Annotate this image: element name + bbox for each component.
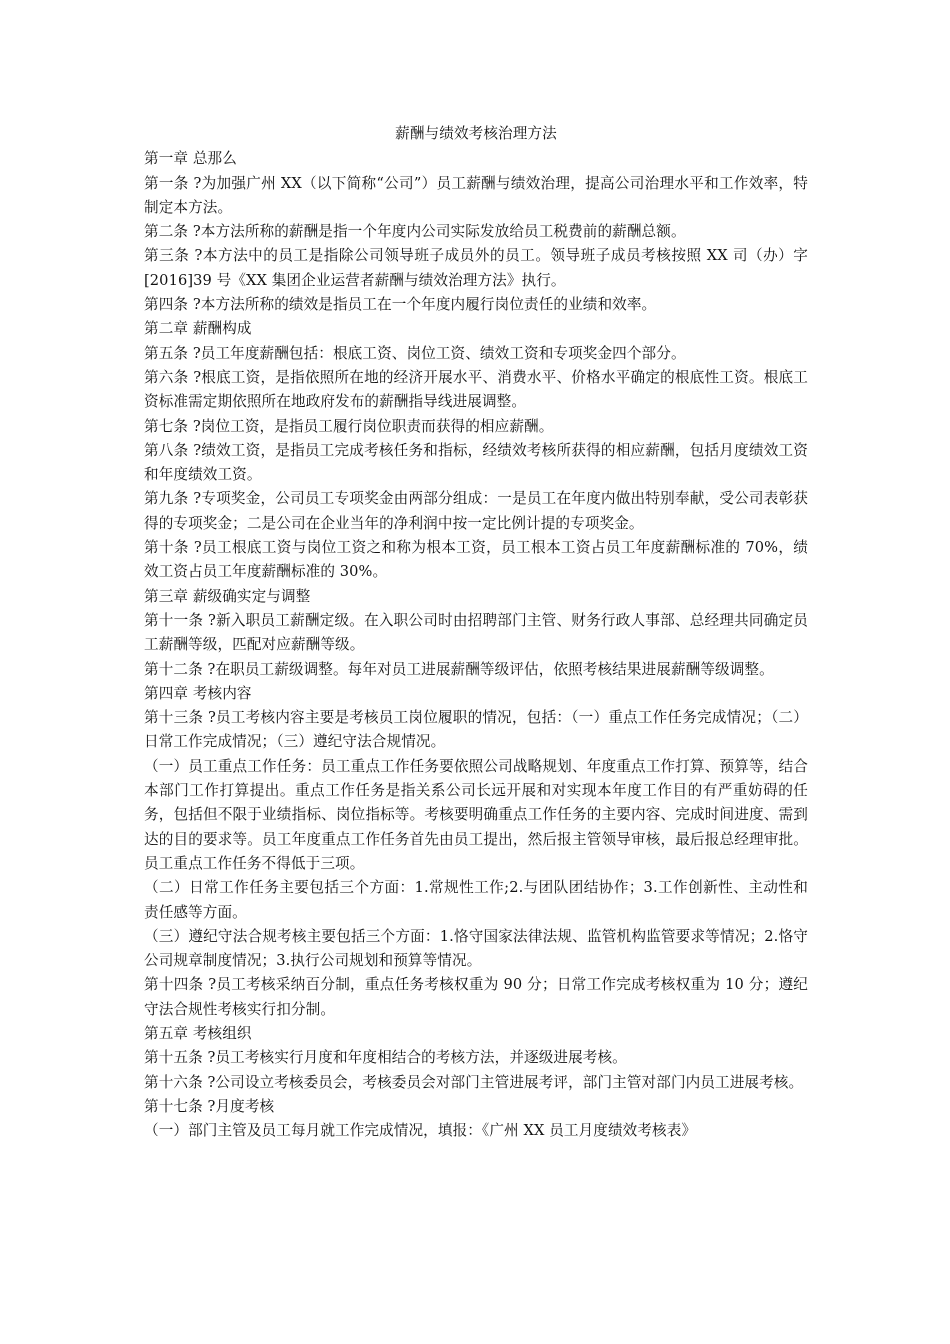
paragraph: 第一条 ?为加强广州 XX（以下简称“公司”）员工薪酬与绩效治理，提高公司治理水平和工作效率，特制定本方法。 bbox=[144, 174, 808, 216]
paragraph: 第七条 ?岗位工资，是指员工履行岗位职责而获得的相应薪酬。 bbox=[144, 417, 554, 435]
paragraph: 第二章 薪酬构成 bbox=[144, 320, 252, 338]
paragraph: 第五章 考核组织 bbox=[144, 1024, 252, 1042]
document-title: 薪酬与绩效考核治理方法 bbox=[395, 125, 557, 142]
paragraph: 第十五条 ?员工考核实行月度和年度相结合的考核方法，并逐级进展考核。 bbox=[144, 1049, 627, 1067]
paragraph: 第八条 ?绩效工资，是指员工完成考核任务和指标，经绩效考核所获得的相应薪酬，包括月度绩效工资和年度绩效工资。 bbox=[144, 441, 808, 484]
paragraph: 第三章 薪级确实定与调整 bbox=[144, 587, 311, 605]
paragraph: 第十三条 ?员工考核内容主要是考核员工岗位履职的情况，包括：（一）重点工作任务完成情况；（二）日常工作完成情况；（三）遵纪守法合规情况。 bbox=[144, 709, 808, 751]
paragraph: （一）部门主管及员工每月就工作完成情况，填报：《广州 XX 员工月度绩效考核表》 bbox=[144, 1122, 697, 1140]
paragraph: （一）员工重点工作任务：员工重点工作任务要依照公司战略规划、年度重点工作打算、预算等，结合本部门工作打算提出。重点工作任务是指关系公司长远开展和对实现本年度工作目的有严重妨碍的任务，包括但不限于业绩指标、岗位指标等。考核要明确重点工作任务的主要内容、完成时间进度、需到达的目的要求等。员工年度重点工作任务首先由员工提出，然后报主管领导审核，最后报总经理审批。员工重点工作任务不得低于三项。 bbox=[144, 757, 808, 872]
paragraph: 第九条 ?专项奖金，公司员工专项奖金由两部分组成：一是员工在年度内做出特别奉献，受公司表彰获得的专项奖金；二是公司在企业当年的净利润中按一定比例计提的专项奖金。 bbox=[144, 490, 808, 532]
paragraph: 第二条 ?本方法所称的薪酬是指一个年度内公司实际发放给员工税费前的薪酬总额。 bbox=[144, 223, 686, 241]
document-body bbox=[144, 122, 808, 1143]
paragraph: 第十二条 ?在职员工薪级调整。每年对员工进展薪酬等级评估，依照考核结果进展薪酬等级调整。 bbox=[144, 660, 774, 678]
paragraph: 第五条 ?员工年度薪酬包括：根底工资、岗位工资、绩效工资和专项奖金四个部分。 bbox=[144, 344, 686, 362]
paragraph: （三）遵纪守法合规考核主要包括三个方面：1.恪守国家法律法规、监管机构监管要求等情况；2.恪守公司规章制度情况；3.执行公司规划和预算等情况。 bbox=[144, 927, 808, 970]
paragraph: 第十七条 ?月度考核 bbox=[144, 1097, 275, 1115]
paragraph: 第六条 ?根底工资，是指依照所在地的经济开展水平、消费水平、价格水平确定的根底性工资。根底工资标准需定期依照所在地政府发布的薪酬指导线进展调整。 bbox=[144, 368, 808, 411]
paragraph: 第一章 总那么 bbox=[144, 150, 237, 168]
paragraph: 第十六条 ?公司设立考核委员会，考核委员会对部门主管进展考评，部门主管对部门内员工进展考核。 bbox=[144, 1073, 804, 1091]
paragraph: 第四章 考核内容 bbox=[144, 684, 252, 702]
paragraph: （二）日常工作任务主要包括三个方面：1.常规性工作;2.与团队团结协作；3.工作创新性、主动性和责任感等方面。 bbox=[144, 879, 808, 921]
paragraph: 第三条 ?本方法中的员工是指除公司领导班子成员外的员工。领导班子成员考核按照 XX 司（办）字[2016]39 号《XX 集团企业运营者薪酬与绩效治理方法》执行。 bbox=[144, 247, 808, 289]
paragraph: 第四条 ?本方法所称的绩效是指员工在一个年度内履行岗位责任的业绩和效率。 bbox=[144, 296, 657, 314]
paragraph: 第十一条 ?新入职员工薪酬定级。在入职公司时由招聘部门主管、财务行政人事部、总经理共同确定员工薪酬等级，匹配对应薪酬等级。 bbox=[144, 611, 808, 654]
paragraph: 第十条 ?员工根底工资与岗位工资之和称为根本工资，员工根本工资占员工年度薪酬标准的 70%，绩效工资占员工年度薪酬标准的 30%。 bbox=[144, 539, 808, 581]
paragraph: 第十四条 ?员工考核采纳百分制，重点任务考核权重为 90 分；日常工作完成考核权重为 10 分；遵纪守法合规性考核实行扣分制。 bbox=[144, 976, 808, 1018]
